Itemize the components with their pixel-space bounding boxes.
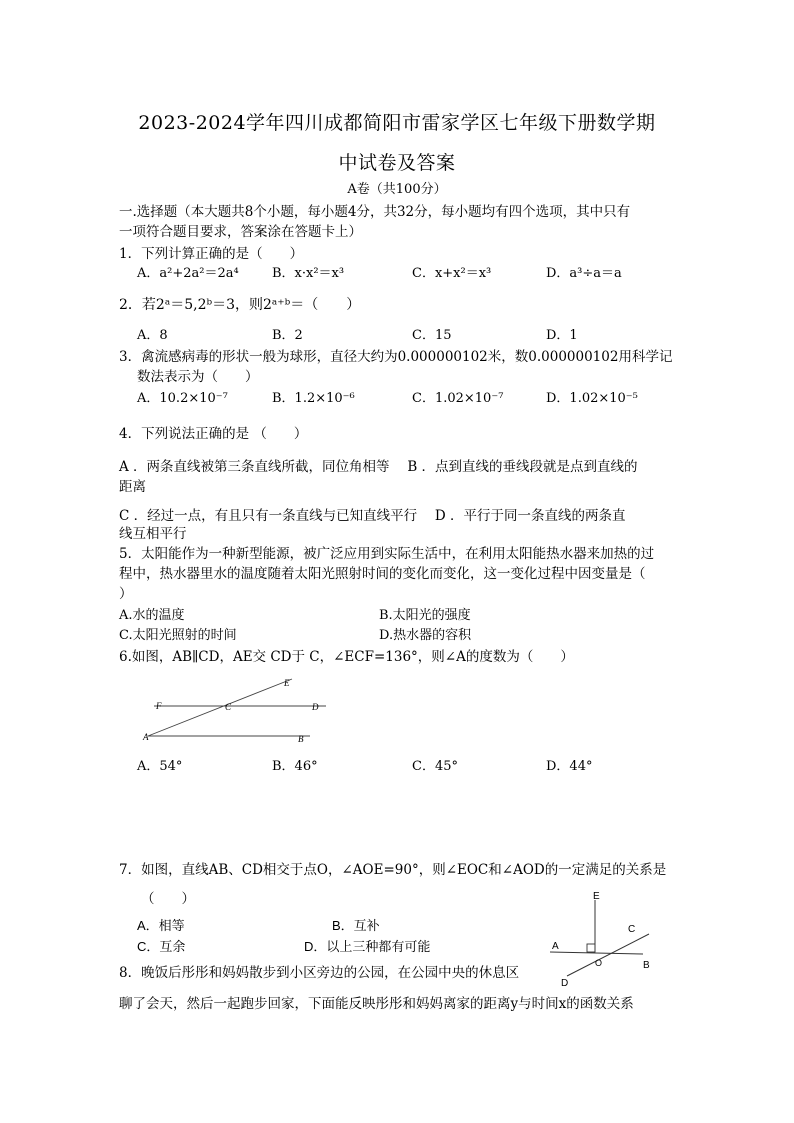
q7-label-a: A <box>552 941 559 952</box>
q7-line-cd <box>567 934 649 976</box>
q6-stem: 6.如图，AB∥CD，AE交 CD于 C，∠ECF=136°，则∠A的度数为（ ） <box>119 649 574 665</box>
q4-option-line1: A ．两条直线被第三条直线所截，同位角相等 B ．点到直线的垂线段就是点到直线的 <box>119 459 638 475</box>
q2-option-a: A．8 <box>137 328 168 343</box>
q7-label-o: O <box>595 958 603 968</box>
q1-stem: 1．下列计算正确的是（ ） <box>119 246 304 262</box>
exam-title-line1: 2023-2024学年四川成都简阳市雷家学区七年级下册数学期 <box>138 112 656 134</box>
q7-blank: （ ） <box>141 891 195 907</box>
q3-stem-line2: 数法表示为（ ） <box>137 369 259 385</box>
q4-option-line4: 线互相平行 <box>119 526 187 542</box>
q7-label-b: B <box>643 960 650 971</box>
q3-option-a: A．10.2×10⁻⁷ <box>137 391 228 406</box>
q1-option-c: C．x+x²＝x³ <box>412 266 492 281</box>
q1-option-a: A．a²+2a²＝2a⁴ <box>137 266 239 281</box>
q6-label-a: A <box>143 732 149 742</box>
q6-label-d: D <box>312 702 319 712</box>
q5-stem-line3: ） <box>119 586 133 602</box>
part1-heading-line1: 一.选择题（本大题共8个小题，每小题4分，共32分，每小题均有四个选项，其中只有 <box>119 204 631 220</box>
q5-stem-line2: 程中，热水器里水的温度随着太阳光照射时间的变化而变化，这一变化过程中因变量是（ <box>119 566 646 582</box>
q3-option-c: C．1.02×10⁻⁷ <box>412 391 504 406</box>
q7-line-ab <box>550 952 643 954</box>
q6-label-b: B <box>298 734 304 744</box>
q3-option-b: B．1.2×10⁻⁶ <box>272 391 355 406</box>
q5-option-d: D.热水器的容积 <box>379 628 472 643</box>
q5-option-c: C.太阳光照射的时间 <box>119 628 237 643</box>
q2-option-b: B．2 <box>272 328 303 343</box>
exam-title-line2: 中试卷及答案 <box>338 152 456 174</box>
q5-option-b: B.太阳光的强度 <box>379 608 471 623</box>
q6-option-b: B．46° <box>272 759 318 774</box>
q1-option-b: B．x·x²＝x³ <box>272 266 345 281</box>
q7-option-c: C．互余 <box>137 939 186 954</box>
q2-option-c: C．15 <box>412 328 452 343</box>
q4-option-line2: 距离 <box>119 479 146 495</box>
q4-option-line3: C ．经过一点，有且只有一条直线与已知直线平行 D ．平行于同一条直线的两条直 <box>119 508 626 524</box>
q6-label-e: E <box>284 678 290 688</box>
q8-stem-line2: 聊了会天，然后一起跑步回家，下面能反映彤彤和妈妈离家的距离y与时间x的函数关系 <box>119 996 634 1012</box>
q5-option-a: A.水的温度 <box>119 608 185 623</box>
q5-stem-line1: 5．太阳能作为一种新型能源，被广泛应用到实际生活中，在利用太阳能热水器来加热的过 <box>119 546 655 562</box>
q2-stem: 2．若2ᵃ＝5,2ᵇ＝3，则2ᵃ⁺ᵇ＝（ ） <box>119 297 361 313</box>
q6-line-ae <box>148 679 292 736</box>
q7-option-d: D．以上三种都有可能 <box>304 939 431 954</box>
q7-option-b: B．互补 <box>332 918 380 933</box>
q6-option-d: D．44° <box>546 759 593 774</box>
part1-heading-line2: 一项符合题目要求，答案涂在答题卡上） <box>119 224 362 240</box>
section-heading: A卷（共100分） <box>347 182 447 197</box>
q7-label-c: C <box>628 924 636 935</box>
q7-option-a: A．相等 <box>137 918 185 933</box>
q7-label-d: D <box>561 978 569 989</box>
q1-option-d: D．a³÷a＝a <box>546 266 622 281</box>
q6-label-c: C <box>225 702 232 712</box>
q7-right-angle-mark <box>587 944 595 952</box>
q6-label-f: F <box>156 701 162 711</box>
q7-figure <box>545 888 660 990</box>
q6-option-a: A．54° <box>137 759 183 774</box>
q2-option-d: D．1 <box>546 328 578 343</box>
q3-stem-line1: 3．禽流感病毒的形状一般为球形，直径大约为0.000000102米，数0.000000102用科学记 <box>119 349 673 365</box>
q4-stem: 4．下列说法正确的是 （ ） <box>119 426 308 442</box>
q7-label-e: E <box>593 891 600 902</box>
q6-option-c: C．45° <box>412 759 458 774</box>
q7-stem: 7．如图，直线AB、CD相交于点O，∠AOE=90°，则∠EOC和∠AOD的一定满足的关系是 <box>119 862 667 878</box>
q8-stem-line1: 8．晚饭后彤彤和妈妈散步到小区旁边的公园，在公园中央的休息区 <box>119 965 520 981</box>
q6-figure <box>140 672 330 747</box>
q3-option-d: D．1.02×10⁻⁵ <box>546 391 638 406</box>
